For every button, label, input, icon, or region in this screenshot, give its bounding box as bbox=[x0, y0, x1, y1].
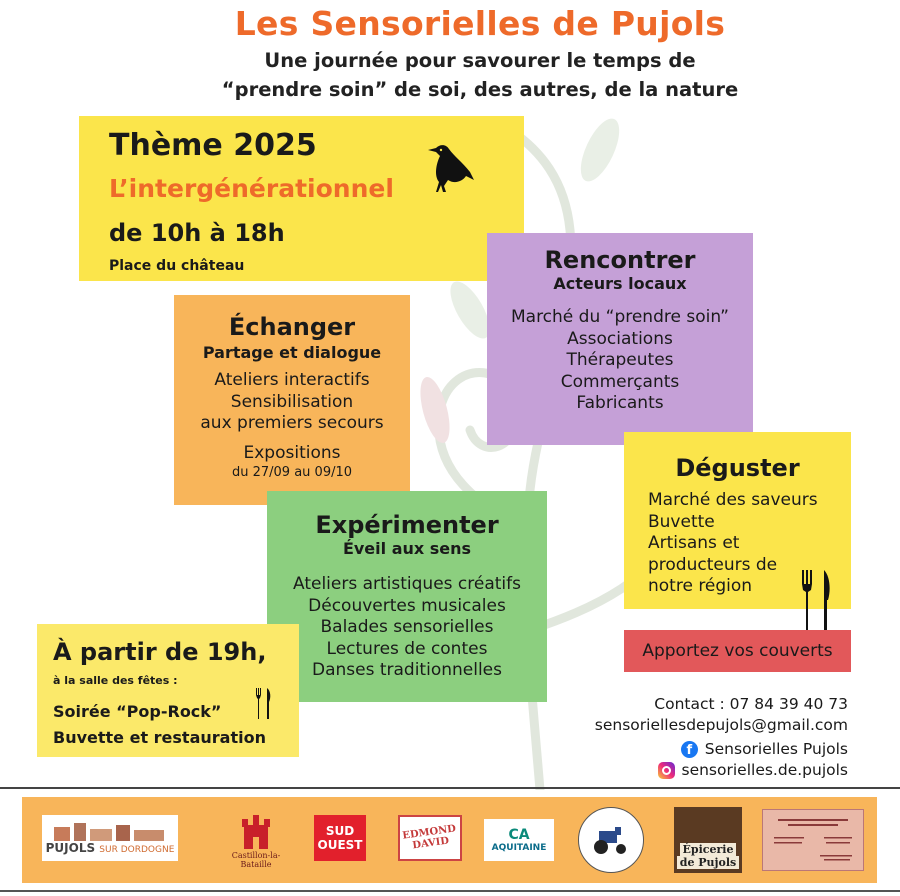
facebook-handle: Sensorielles Pujols bbox=[704, 740, 848, 758]
list-item: Marché du “prendre soin” bbox=[510, 307, 729, 327]
opening-hours: de 10h à 18h bbox=[109, 219, 285, 247]
ca-name: AQUITAINE bbox=[491, 843, 547, 853]
sudouest-line-2: OUEST bbox=[317, 838, 363, 852]
soiree-heading: À partir de 19h, bbox=[53, 638, 267, 666]
list-item: Ateliers interactifs bbox=[214, 370, 370, 390]
soiree-food: Buvette et restauration bbox=[53, 728, 266, 747]
epicerie-line-1: Épicerie bbox=[680, 843, 737, 856]
sponsor-band bbox=[22, 797, 877, 883]
logo-edmond-david bbox=[398, 815, 462, 861]
logo-garage bbox=[578, 807, 644, 873]
echanger-subheading: Partage et dialogue bbox=[202, 343, 382, 362]
castle-crest-icon bbox=[234, 811, 278, 851]
logo-credit-agricole bbox=[484, 819, 554, 861]
instagram-row[interactable] bbox=[595, 760, 848, 781]
blackbird-icon bbox=[424, 140, 476, 194]
epicerie-line-2: de Pujols bbox=[677, 856, 739, 869]
contact-phone: Contact : 07 84 39 40 73 bbox=[654, 695, 848, 713]
pujols-name: PUJOLS bbox=[45, 841, 96, 855]
theme-topic: L’intergénérationnel bbox=[109, 174, 394, 203]
bottom-divider bbox=[0, 890, 900, 892]
village-icon bbox=[50, 821, 170, 841]
castillon-name: Castillon-la-Bataille bbox=[231, 851, 281, 869]
theme-year: Thème 2025 bbox=[109, 128, 317, 163]
theme-box bbox=[79, 116, 524, 281]
couverts-banner bbox=[624, 630, 851, 672]
ca-mark: CA bbox=[508, 827, 530, 843]
contact-block bbox=[595, 694, 848, 781]
list-item: Lectures de contes bbox=[326, 638, 488, 659]
couverts-text: Apportez vos couverts bbox=[642, 641, 833, 661]
echanger-heading: Échanger bbox=[228, 313, 356, 341]
list-item: Sensibilisation bbox=[230, 391, 354, 412]
contact-email[interactable]: sensoriellesdepujols@gmail.com bbox=[594, 716, 848, 734]
deguster-box bbox=[624, 432, 851, 609]
rencontrer-box bbox=[487, 233, 753, 445]
logo-mecanique bbox=[762, 809, 864, 871]
subtitle-line-2: “prendre soin” de soi, des autres, de la nature bbox=[221, 78, 739, 101]
edmond-name: EDMOND DAVID bbox=[401, 823, 457, 852]
list-item: Buvette bbox=[648, 511, 715, 532]
rencontrer-heading: Rencontrer bbox=[544, 246, 696, 274]
divider bbox=[0, 787, 900, 789]
business-card-icon bbox=[768, 815, 858, 865]
deguster-heading: Déguster bbox=[675, 454, 800, 482]
list-item: notre région bbox=[648, 576, 753, 596]
list-item: Thérapeutes bbox=[566, 350, 674, 370]
pujols-sub: SUR DORDOGNE bbox=[99, 845, 175, 855]
experimenter-heading: Expérimenter bbox=[315, 511, 499, 539]
list-item: Découvertes musicales bbox=[308, 595, 506, 616]
echanger-box bbox=[174, 295, 410, 505]
sudouest-line-1: SUD bbox=[325, 824, 355, 838]
list-item: Ateliers artistiques créatifs bbox=[292, 574, 521, 594]
soiree-place: à la salle des fêtes : bbox=[53, 674, 178, 687]
experimenter-subheading: Éveil aux sens bbox=[342, 539, 472, 558]
fork-knife-small-icon bbox=[255, 688, 273, 720]
experimenter-box bbox=[267, 491, 547, 702]
event-place: Place du château bbox=[109, 258, 245, 274]
page-subtitle bbox=[0, 46, 900, 104]
facebook-row[interactable] bbox=[595, 739, 848, 760]
rencontrer-subheading: Acteurs locaux bbox=[553, 274, 687, 293]
logo-castillon bbox=[218, 807, 294, 873]
list-item: Fabricants bbox=[576, 393, 664, 413]
list-item: Danses traditionnelles bbox=[311, 660, 502, 680]
list-item: Balades sensorielles bbox=[320, 617, 494, 637]
list-item: producteurs de bbox=[648, 554, 778, 575]
list-item: Artisans et bbox=[648, 533, 740, 553]
soiree-event: Soirée “Pop-Rock” bbox=[53, 702, 222, 721]
subtitle-line-1: Une journée pour savourer le temps de bbox=[264, 49, 696, 72]
page-title: Les Sensorielles de Pujols bbox=[234, 4, 726, 43]
list-item: Marché des saveurs bbox=[648, 490, 818, 510]
list-item: Commerçants bbox=[560, 371, 680, 392]
list-item: Associations bbox=[567, 328, 673, 349]
facebook-icon: f bbox=[681, 741, 698, 758]
expo-label: Expositions bbox=[243, 442, 341, 463]
tractor-icon bbox=[591, 825, 631, 855]
logo-epicerie bbox=[674, 807, 742, 873]
instagram-handle: sensorielles.de.pujols bbox=[681, 761, 848, 779]
list-item: aux premiers secours bbox=[200, 413, 384, 433]
logo-sudouest bbox=[314, 815, 366, 861]
soiree-box bbox=[37, 624, 299, 757]
logo-pujols bbox=[42, 815, 178, 861]
instagram-icon bbox=[658, 762, 675, 779]
expo-dates: du 27/09 au 09/10 bbox=[231, 465, 353, 480]
